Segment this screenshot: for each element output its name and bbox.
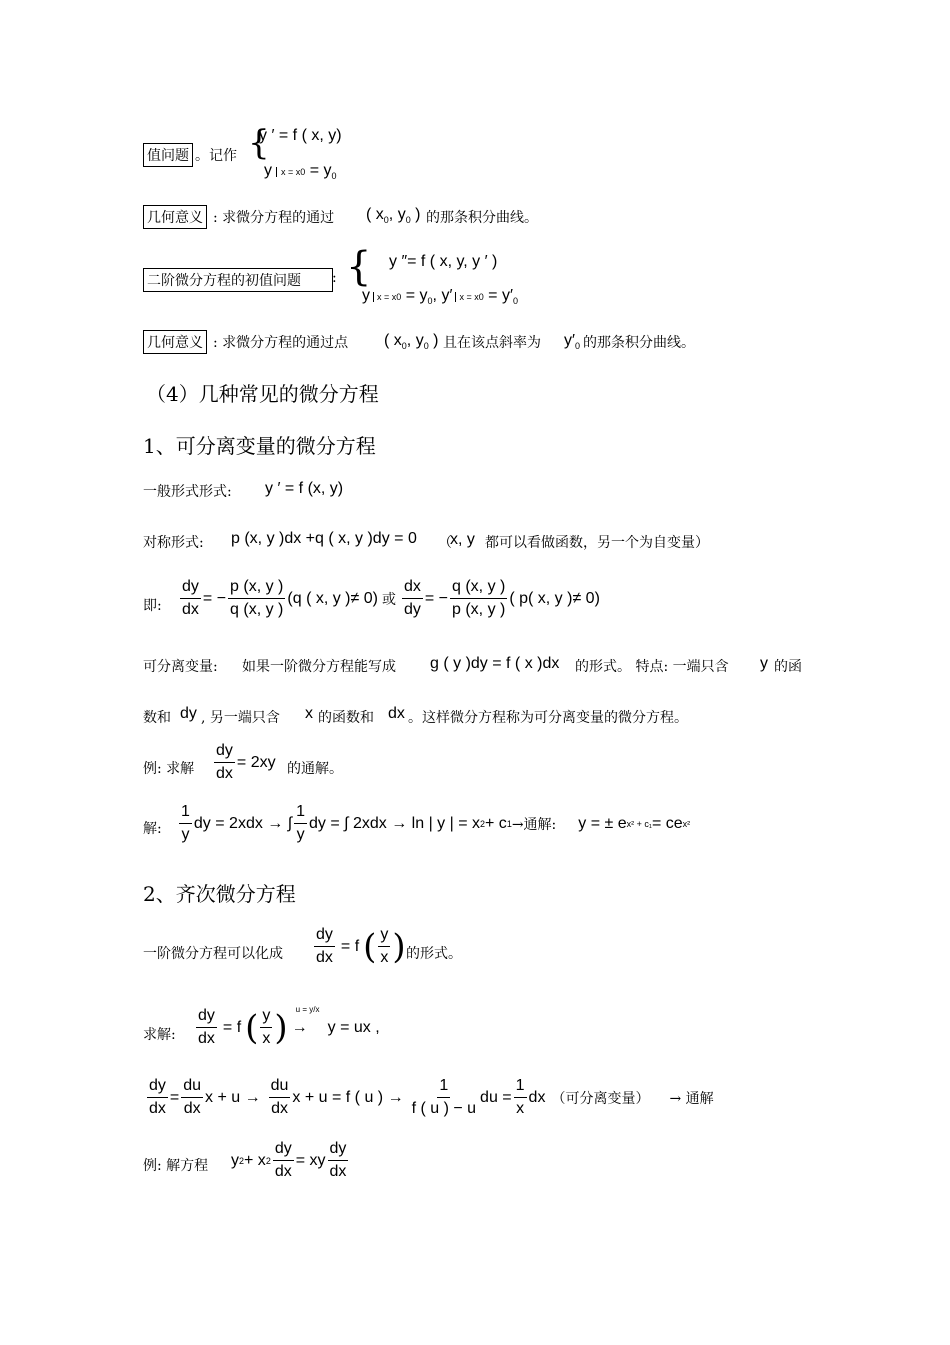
ji-label: 即:: [143, 598, 162, 614]
symmetric-note-vars: x, y: [450, 531, 475, 548]
equivalent-forms: $\frac{dy}{dx}$ = − $\frac{p (x, y )}{q (x, y )}$ (q ( x, y )≠ 0) 或 $\frac{dx}{dy}$ = − $\frac{q (x, y )}{p (x, y )}$ ( p( x, y )≠ 0): [182, 578, 600, 618]
separable-label: 可分离变量:: [143, 659, 218, 675]
eq-second-order-top: y ″= f ( x, y, y ′ ): [389, 253, 498, 270]
homogeneous-text-1: 一阶微分方程可以化成: [143, 946, 283, 962]
text-geo-2-end: 的那条积分曲线。: [583, 335, 695, 351]
section-heading-separable: 1、可分离变量的微分方程: [143, 434, 376, 458]
separable-line2-c: 的函数和: [318, 710, 374, 726]
term-box-geometric-meaning-1: 几何意义: [143, 205, 207, 229]
math-point-2: ( $x_0$, $y_0$ ): [384, 332, 439, 352]
separable-text-1: 如果一阶微分方程能写成: [242, 659, 396, 675]
separable-y: y: [760, 655, 768, 672]
solve-label: 求解:: [143, 1027, 176, 1043]
solution-chain: $\frac{1}{y}$ dy = 2xdx → ∫ $\frac{1}{y}$ dy = ∫ 2xdx → ln | y | = x 2 + c 1 →通解: y = ± e x² + c₁ = ce x²: [181, 803, 691, 843]
symmetric-note: 都可以看做函数，另一个为自变量）: [485, 535, 709, 551]
brace-icon: {: [248, 123, 270, 163]
term-box-second-order-ivp: 二阶微分方程的初值问题: [143, 268, 333, 292]
homogeneous-chain: $\frac{dy}{dx}$ = $\frac{du}{dx}$ x + u → $\frac{du}{dx}$ x + u = f ( u ) → $\frac{1}{f ( u ) - u}$ du = $\frac{1}{x}$ dx （可分离变量） → 通解: [149, 1077, 714, 1117]
example-1-eq: $\frac{dy}{dx}$ = 2xy: [216, 742, 276, 782]
separable-x: x: [305, 705, 313, 722]
text-geo-2: : 求微分方程的通过点: [213, 335, 349, 351]
section-heading-homogeneous: 2、齐次微分方程: [143, 882, 296, 906]
separable-eq: g ( y )dy = f ( x )dx: [430, 655, 560, 672]
separable-line2-b: , 另一端只含: [201, 710, 280, 726]
term-box-initial-value: 值问题: [143, 143, 193, 167]
symmetric-note-open: （: [438, 535, 452, 551]
example-1-text: 的通解。: [287, 761, 343, 777]
separable-dy: dy: [180, 705, 197, 722]
text-geo-2-mid: 且在该点斜率为: [443, 335, 541, 351]
symmetric-form-label: 对称形式:: [143, 535, 204, 551]
solve-substitution: $\frac{dy}{dx}$ = f ( $\frac{y}{x}$ ) → u = y/x y = ux ,: [198, 1004, 380, 1048]
substitution-arrow-icon: → u = y/x: [291, 1004, 320, 1036]
math-point-1: ( $x_0$, $y_0$ ): [366, 206, 421, 226]
eq-first-order-top: y ′ = f ( x, y): [259, 127, 342, 144]
example-2-eq: y 2 + x 2 $\frac{dy}{dx}$ = xy $\frac{dy}{dx}$: [231, 1140, 347, 1180]
colon: :: [332, 270, 337, 286]
separable-line2-d: 。这样微分方程称为可分离变量的微分方程。: [408, 710, 688, 726]
text-jizuo: 。记作: [195, 148, 237, 164]
general-form-eq: y ′ = f (x, y): [265, 480, 344, 497]
brace-icon-2: {: [346, 244, 372, 290]
term-box-geometric-meaning-2: 几何意义: [143, 330, 207, 354]
eq-second-order-bottom: yx = $x0 = y_0$, y′ $x = x0 = y'_0$: [362, 287, 518, 307]
homogeneous-text-2: 的形式。: [406, 946, 462, 962]
separable-line2-a: 数和: [143, 710, 171, 726]
text-geo-1-end: 的那条积分曲线。: [426, 210, 538, 226]
example-1-label: 例: 求解: [143, 761, 195, 777]
eq-first-order-bottom: y $x = x0 = y_0$: [264, 162, 337, 182]
solution-label: 解:: [143, 821, 162, 837]
separable-text-3: 的函: [774, 659, 802, 675]
text-geo-1: : 求微分方程的通过: [213, 210, 335, 226]
general-form-label: 一般形式形式:: [143, 484, 232, 500]
homogeneous-form: $\frac{dy}{dx}$ = f ( $\frac{y}{x}$ ): [316, 926, 406, 967]
symmetric-form-eq: p (x, y )dx +q ( x, y )dy = 0: [231, 530, 417, 547]
example-2-label: 例: 解方程: [143, 1158, 209, 1174]
math-slope: $y'_0$: [564, 332, 581, 352]
section-heading-4: （4）几种常见的微分方程: [146, 382, 379, 406]
separable-text-2: 的形式。 特点: 一端只含: [575, 659, 729, 675]
separable-dx: dx: [388, 705, 405, 722]
